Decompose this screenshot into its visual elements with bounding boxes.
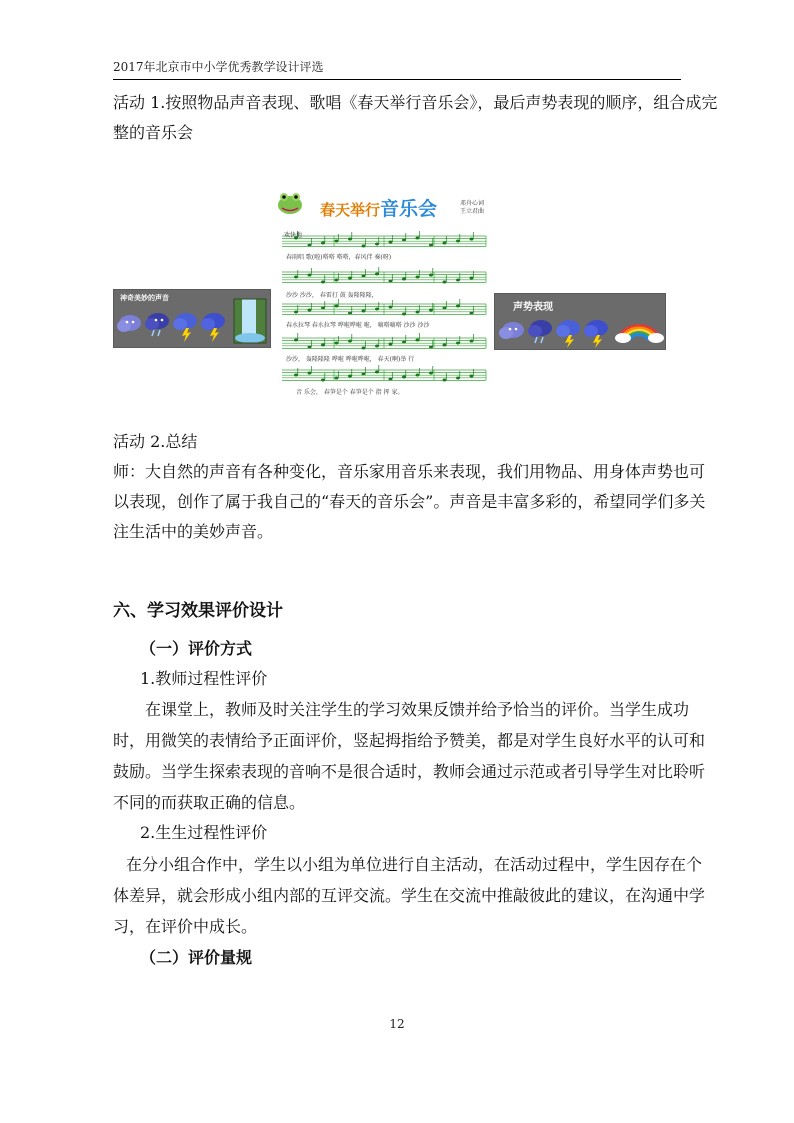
music-staff xyxy=(282,365,486,382)
note-head xyxy=(456,279,460,282)
note-head xyxy=(362,275,366,278)
note-head xyxy=(402,239,406,242)
note-head xyxy=(348,340,352,343)
note-head xyxy=(321,379,325,382)
note-head xyxy=(308,274,312,277)
note-head xyxy=(456,377,460,380)
activity1-line2: 整的音乐会 xyxy=(113,123,194,142)
body-percussion-panel xyxy=(494,293,666,350)
note-head xyxy=(429,309,433,312)
note-head xyxy=(375,273,379,276)
thunder-cloud-icon xyxy=(173,313,197,342)
item1-line3: 鼓励。当学生探索表现的音响不是很合适时，教师会通过示范或者引导学生对比聆听 xyxy=(113,762,706,781)
item2-title: 2.生生过程性评价 xyxy=(140,823,268,842)
song-title-right: 音乐会 xyxy=(380,198,438,220)
activity2-line2: 以表现，创作了属于我自己的“春天的音乐会”。声音是丰富多彩的，希望同学们多关 xyxy=(113,492,706,511)
waterfall-icon xyxy=(234,299,266,343)
rain-cloud-icon xyxy=(145,313,169,336)
note-head xyxy=(456,305,460,308)
section6-sub2: （二）评价量规 xyxy=(140,948,253,967)
rain-cloud-icon xyxy=(528,320,552,343)
lyric-line-1: 春雨唱 歌(啦)嗒嗒 嗒嗒，春风伴 奏(呀) xyxy=(286,254,392,261)
note-head xyxy=(416,339,420,342)
activity2-line3: 注生活中的美妙声音。 xyxy=(113,522,274,541)
note-head xyxy=(375,345,379,348)
note-head xyxy=(416,374,420,377)
note-head xyxy=(429,244,433,247)
note-head xyxy=(402,376,406,379)
note-head xyxy=(443,344,447,347)
note-head xyxy=(321,242,325,245)
item1-line4: 不同的而获取正确的信息。 xyxy=(113,793,306,812)
song-title-left: 春天举行 xyxy=(320,201,381,219)
song-score xyxy=(274,188,490,398)
note-head xyxy=(443,281,447,284)
note-head xyxy=(308,372,312,375)
music-staff xyxy=(282,333,486,350)
item2-line3: 习，在评价中成长。 xyxy=(113,917,258,936)
note-head xyxy=(294,311,298,314)
note-head xyxy=(389,306,393,309)
note-head xyxy=(375,308,379,311)
weather-icons-right xyxy=(495,294,665,349)
note-head xyxy=(429,372,433,375)
note-head xyxy=(321,307,325,310)
note-head xyxy=(456,342,460,345)
weather-icons-left xyxy=(114,290,270,347)
note-head xyxy=(335,377,339,380)
note-head xyxy=(389,241,393,244)
right-panel-title: 声势表现 xyxy=(513,302,553,313)
note-head xyxy=(416,311,420,314)
note-head xyxy=(294,339,298,342)
note-head xyxy=(470,277,474,280)
section6-sub1: （一）评价方式 xyxy=(140,639,253,658)
note-head xyxy=(294,276,298,279)
note-head xyxy=(429,274,433,277)
note-head xyxy=(416,276,420,279)
note-head xyxy=(470,375,474,378)
frog-icon xyxy=(278,193,302,214)
storm-cloud-icon xyxy=(584,320,608,348)
note-head xyxy=(335,279,339,282)
lyric-line-2: 沙沙 沙沙， 春雷打 鼓 轰隆隆隆， xyxy=(286,292,378,299)
note-head xyxy=(389,343,393,346)
music-staff xyxy=(282,267,486,284)
note-head xyxy=(389,378,393,381)
note-head xyxy=(443,379,447,382)
composer-credit: 王立君曲 xyxy=(459,208,484,215)
activity2-title: 活动 2.总结 xyxy=(113,432,198,451)
note-head xyxy=(375,371,379,374)
note-head xyxy=(348,312,352,315)
storm-cloud-icon xyxy=(201,313,225,342)
activity1-line1: 活动 1.按照物品声音表现、歌唱《春天举行音乐会》，最后声势表现的顺序，组合成完 xyxy=(113,93,718,112)
note-head xyxy=(348,375,352,378)
music-staff xyxy=(282,299,486,316)
note-head xyxy=(402,278,406,281)
note-head xyxy=(429,346,433,349)
note-head xyxy=(335,240,339,243)
thunder-cloud-icon xyxy=(556,320,580,348)
note-head xyxy=(375,243,379,246)
note-head xyxy=(443,242,447,245)
note-head xyxy=(389,280,393,283)
note-head xyxy=(308,244,312,247)
lyric-line-4: 沙沙， 轰隆隆隆 哗啦 哗啦哗啦， 春天(啊)举 行 xyxy=(286,356,415,363)
note-head xyxy=(335,305,339,308)
note-head xyxy=(456,240,460,243)
item2-line1: 在分小组合作中，学生以小组为单位进行自主活动，在活动过程中，学生因存在个 xyxy=(126,855,703,874)
note-head xyxy=(470,340,474,343)
note-head xyxy=(362,310,366,313)
item1-title: 1.教师过程性评价 xyxy=(140,669,268,688)
sound-panel-left xyxy=(113,289,271,348)
note-head xyxy=(362,347,366,350)
note-head xyxy=(416,237,420,240)
activity2-line1: 师：大自然的声音有各种变化，音乐家用音乐来表现，我们用物品、用身体声势也可 xyxy=(113,462,706,481)
lyric-line-3: 春水拉琴 春水拉琴 哗啦哗啦 啦， 嘀嗒嘀嗒 沙沙 沙沙 xyxy=(286,322,430,329)
tempo-mark: 欢快地 xyxy=(284,232,303,239)
lyric-line-5: 音 乐会， 春笋是个 春笋是个 指 挥 家。 xyxy=(296,389,404,396)
cloud-icon xyxy=(499,322,524,339)
lyricist-credit: 邓舟心词 xyxy=(459,200,484,207)
rainbow-icon xyxy=(615,326,664,343)
note-head xyxy=(308,346,312,349)
note-head xyxy=(321,281,325,284)
note-head xyxy=(470,312,474,315)
note-head xyxy=(348,277,352,280)
cloud-icon xyxy=(117,315,141,332)
page-header: 2017年北京市中小学优秀教学设计评选 xyxy=(113,60,324,74)
left-panel-title: 神奇美妙的声音 xyxy=(120,294,169,302)
note-head xyxy=(402,341,406,344)
page-number: 12 xyxy=(389,1017,405,1031)
music-staff xyxy=(282,231,486,248)
note-head xyxy=(470,238,474,241)
note-head xyxy=(362,373,366,376)
note-head xyxy=(362,245,366,248)
note-head xyxy=(443,307,447,310)
note-head xyxy=(308,309,312,312)
note-head xyxy=(402,313,406,316)
note-head xyxy=(321,344,325,347)
note-head xyxy=(348,238,352,241)
item1-line2: 时，用微笑的表情给予正面评价，竖起拇指给予赞美，都是对学生良好水平的认可和 xyxy=(113,731,706,750)
note-head xyxy=(335,342,339,345)
section6-title: 六、学习效果评价设计 xyxy=(113,601,283,621)
item1-line1: 在课堂上，教师及时关注学生的学习效果反馈并给予恰当的评价。当学生成功 xyxy=(145,700,690,719)
note-head xyxy=(294,374,298,377)
item2-line2: 体差异，就会形成小组内部的互评交流。学生在交流中推敲彼此的建议，在沟通中学 xyxy=(113,886,706,905)
header-rule xyxy=(113,79,681,80)
